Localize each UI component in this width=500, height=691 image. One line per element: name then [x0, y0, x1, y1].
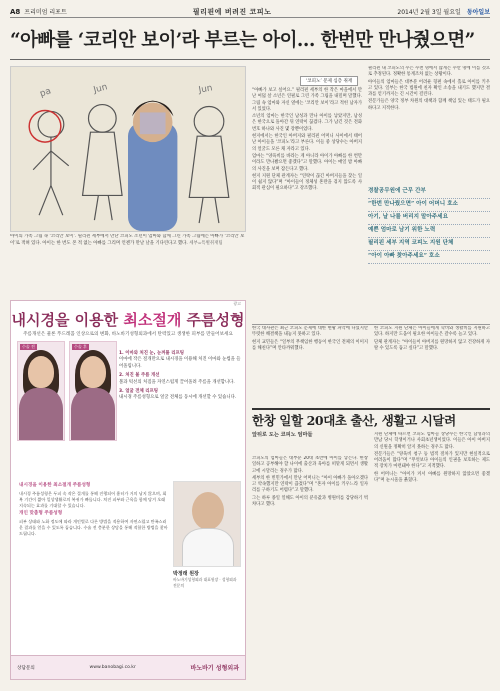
- page-number: A8: [10, 7, 21, 16]
- svg-text:pa: pa: [38, 86, 53, 100]
- pull-quote: 예쁜 엄마로 남기 위한 노력: [368, 225, 490, 238]
- main-headline: “아빠를 ‘코리안 보이’라 부르는 아이… 한번만 만나줬으면”: [10, 24, 490, 60]
- caption-text: 아이의 가족 그림 속 ‘코리안 보이’. 필리핀 세부에서 만난 코피노 소년이 엄마와 함께 그린 가족 그림에는 아빠가 ‘코리안 보이’로 적혀 있다. 아이는 한 번도 본 적 없는 아빠를 그리며 언젠가 만날 날을 기다린다고 했다.: [10, 234, 245, 246]
- paragraph: 단체 관계자는 “아이들이 아버지를 원망하지 않고 건강하게 자랄 수 있도록 돕고 싶다”고 말했다.: [374, 339, 490, 351]
- paragraph: “아빠가 보고 싶어요.” 필리핀 세부의 한 작은 마을에서 만난 여덟 살 소년은 연필로 그린 가족 그림을 내밀며 말했다. 그림 속 엄마와 자신 옆에는 ‘코리안 보이’라고 적힌 남자가 서 있었다.: [252, 88, 362, 112]
- series-title: 필리핀에 버려진 코피노: [192, 7, 272, 16]
- paragraph: 코피노의 엄마들은 대부분 20대 초반에 아이를 낳는다. 한창 일하고 공부해야 할 나이에 출산과 육아를 떠맡게 되면서 생활고에 시달리는 경우가 많다.: [252, 456, 368, 474]
- ad-section-heading: 내시경을 이용한 최소절개 주름성형: [19, 483, 91, 488]
- ad-feature-title: 2. 처진 볼 주름 개선: [119, 373, 160, 379]
- clinic-name: 바노바기 성형외과: [190, 665, 239, 672]
- ad-feature-text: 이마에 작은 절개만으로 내시경을 이용해 처진 이마와 눈썹을 들어올립니다.: [119, 357, 241, 369]
- ad-section-heading: 개인 맞춤형 주름성형: [19, 511, 63, 516]
- issue-date: 2014년 2월 3일 월요일: [397, 9, 461, 16]
- before-label: 수술 전: [22, 344, 35, 349]
- paragraph: 한국 대사관은 최근 코피노 문제에 대한 현황 파악에 나섰지만 뚜렷한 해결책을 내놓지 못하고 있다.: [252, 326, 368, 338]
- paragraph: 그는 하루 종일 일해도 아이의 분유값과 병원비를 감당하기 벅차다고 했다.: [252, 495, 368, 508]
- paragraph: 소년의 엄마는 한국인 남성과 만나 아이를 낳았지만, 남성은 한국으로 돌아간 뒤 연락이 끊겼다. 그가 남긴 것은 전화번호 하나와 사진 몇 장뿐이었다.: [252, 114, 362, 132]
- section-label: 프리미엄 리포트: [24, 9, 67, 16]
- ad-title-post: 주름성형: [181, 311, 245, 329]
- before-photo: [17, 341, 65, 441]
- paragraph: 세부의 한 빈민가에서 만난 어머니는 “아이 아빠가 돌아오겠다고 약속했지만 연락이 끊겼다”며 “혼자 아이를 키우느라 일자리를 구하기도 어렵다”고 말했다.: [252, 475, 368, 494]
- paragraph: 한 코피노 지원 단체는 아이들에게 학비와 생활비를 지원하고 있다. 하지만 도움이 필요한 아이들은 갈수록 늘고 있다.: [374, 326, 490, 338]
- pull-quote: 아기, 날 나를 버리지 말아주세요: [368, 212, 490, 225]
- family-drawing-illustration: [11, 67, 245, 231]
- ad-paragraph: 피부 상태와 노화 정도에 따라 개인별로 다른 방법을 적용하여 자연스럽고 만족스러운 결과를 얻을 수 있도록 돕습니다. 수술 전 충분한 상담을 통해 적합한 방법을 찾아드립니다.: [19, 519, 168, 536]
- ad-body-text: [19, 481, 169, 651]
- after-photo: [69, 341, 117, 441]
- paragraph: 전문가들은 양국 정부 차원의 대책과 함께 책임 있는 태도가 필요하다고 지적한다.: [368, 99, 490, 111]
- ad-paragraph: 내시경 주름성형은 두피 속 작은 절개를 통해 진행되어 흉터가 거의 남지 않으며, 회복 기간이 짧아 일상생활로의 복귀가 빠릅니다. 처진 피부와 근육을 함께 당겨 오래 지속되는 효과를 기대할 수 있습니다.: [19, 491, 167, 508]
- ad-feature: [119, 389, 243, 402]
- newspaper-brand: 동아일보: [466, 9, 490, 16]
- paragraph: 지원 단체에 따르면 코피노 엄마들 상당수는 한국인 남성과의 만남 당시 학생이거나 사회초년생이었다. 이들은 아이 아버지의 신원을 정확히 알지 못하는 경우도 많다.: [374, 432, 490, 450]
- pull-quote: 경찰공무원에 근무 간부: [368, 186, 490, 199]
- doctor-profile: [173, 481, 241, 631]
- page-header: [10, 6, 490, 18]
- ad-feature-text: 볼과 턱선의 처짐을 자연스럽게 끌어올려 주름을 개선합니다.: [119, 379, 235, 385]
- svg-text:Jun: Jun: [92, 82, 109, 96]
- paragraph: 전문가들은 “양육비 청구 등 법적 절차가 있지만 현실적으로 어려움이 많다”며 “무엇보다 아이들의 인권을 보호하는 제도적 장치가 마련돼야 한다”고 지적했다.: [374, 451, 490, 470]
- ad-title: [11, 309, 245, 331]
- secondary-headline: 한창 일할 20대초 출산, 생활고 시달려: [252, 408, 490, 430]
- doctor-photo: [173, 481, 241, 567]
- ad-feature-text: 내시경 주름성형으로 얼굴 전체를 동시에 개선할 수 있습니다.: [119, 395, 237, 401]
- article-column-3: [252, 326, 368, 406]
- ad-footer: [11, 655, 245, 679]
- pull-quote: “아이 아빠 찾아주세요” 호소: [368, 251, 490, 264]
- paragraph: 아이들의 엄마들은 대부분 어려운 형편 속에서 홀로 아이를 키우고 있다. 일부는 한국 법원에 친자 확인 소송을 내기도 했지만 결과를 얻기까지는 긴 시간이 걸린다.: [368, 79, 490, 98]
- pull-quote-list: [368, 186, 490, 320]
- article-column-2: [368, 66, 490, 182]
- article-column-1: [252, 66, 362, 320]
- pull-quote: 필리핀 세부 지역 코피노 지원 단체: [368, 238, 490, 251]
- ad-subtitle: 주름개선은 물론 푸드레꼼 인상으로의 변화, 바노바기성형외과에서 탄력있고 생생한 피부를 만들어보세요: [23, 332, 233, 337]
- article-column-5: [252, 456, 368, 680]
- doctor-name: 박정래 원장: [173, 571, 199, 577]
- child-drawing-photo: [10, 66, 246, 232]
- series-tag: ‘코피노’ 문제 심층 취재: [300, 76, 358, 86]
- paragraph: 현지 지원 단체 관계자는 “연락이 끊긴 아버지들을 찾는 일이 쉽지 않다”며 “아이들이 정체성 혼란을 겪지 않도록 사회적 관심이 필요하다”고 강조했다.: [252, 173, 362, 192]
- after-label: 수술 후: [74, 344, 87, 349]
- paragraph: 엄마는 “양육비를 바라는 게 아니라 아이가 아빠를 한 번만이라도 만나봤으면 좋겠다”고 말했다. 아이는 매일 밤 아빠의 사진을 보며 잠든다고 했다.: [252, 153, 362, 172]
- ad-label: 광고: [233, 301, 241, 306]
- ad-feature-title: 3. 얼굴 전체 리프팅: [119, 389, 158, 395]
- paragraph: 한 어머니는 “아이가 커서 아빠를 원망하지 않았으면 좋겠다”며 눈시울을 붉혔다.: [374, 471, 490, 484]
- paragraph: 현지 교민들은 “일부의 무책임한 행동이 한국인 전체의 이미지를 해친다”며 안타까워했다.: [252, 339, 368, 351]
- ad-feature-title: 1. 이마와 처진 눈, 눈꺼풀 리프팅: [119, 351, 184, 356]
- article-column-6: [374, 432, 490, 680]
- secondary-subheadline: 앞뒤로 도는 코피노 엄마들: [252, 432, 313, 438]
- pull-quote: “한번 만나줬으면” 아이 어머니 호소: [368, 199, 490, 212]
- clinic-advertisement: [10, 300, 246, 680]
- svg-text:Jun: Jun: [197, 83, 214, 96]
- ad-website-link[interactable]: www.banobagi.co.kr: [89, 665, 136, 670]
- ad-phone-label: 상담문의: [17, 665, 35, 671]
- ad-feature-list: [119, 351, 243, 405]
- ad-feature: [119, 373, 243, 386]
- paragraph: 필리핀 내 코피노의 수는 수천 명에서 많게는 수만 명에 이를 것으로 추정된다. 정확한 통계조차 없는 상황이다.: [368, 66, 490, 78]
- article-column-4: [374, 326, 490, 406]
- ad-title-pre: 내시경을 이용한: [11, 311, 124, 329]
- ad-feature: [119, 351, 243, 370]
- photo-credit: 세부=특별취재팀: [189, 240, 223, 246]
- photo-caption: [10, 234, 246, 296]
- paragraph: 현지에서는 한국인 아버지와 필리핀 어머니 사이에서 태어난 아이들을 ‘코피노’라고 부른다. 이들 중 상당수는 아버지의 얼굴도 모른 채 자라고 있다.: [252, 134, 362, 152]
- doctor-info: 바노바기성형외과 대표원장 · 성형외과 전문의: [173, 577, 237, 588]
- ad-title-highlight: 최소절개: [123, 311, 182, 329]
